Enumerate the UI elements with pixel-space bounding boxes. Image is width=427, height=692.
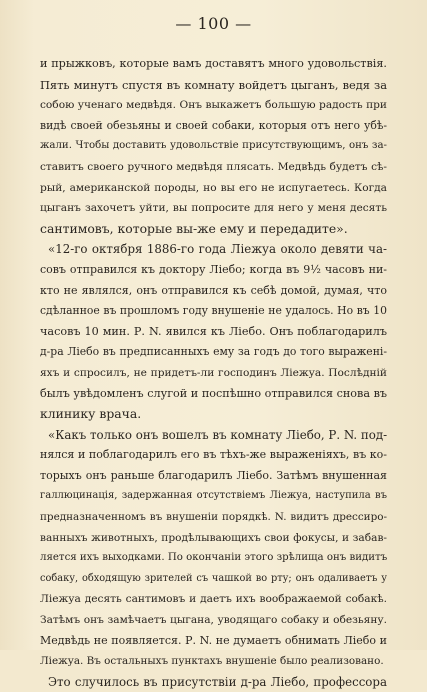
text-line: предназначенномъ въ внушеніи порядкѣ. N. видитъ дрессиро-: [40, 511, 387, 524]
text-line: и прыжковъ, которые вамъ доставятъ много удовольствія.: [40, 57, 387, 70]
text-line: сдѣланное въ прошломъ году внушеніе не удалось. Но въ 10: [40, 304, 387, 318]
text-line: ванныхъ животныхъ, продѣлывающихъ свои фокусы, и забав-: [40, 531, 387, 544]
text-line: сантимовъ, которые вы-же ему и передадите».: [40, 220, 348, 236]
text-line: Пять минутъ спустя въ комнату войдетъ цыганъ, ведя за: [40, 77, 387, 92]
text-line: торыхъ онъ раньше благодарилъ Ліебо. Затѣмъ внушенная: [40, 468, 387, 482]
text-line: клинику врача.: [40, 406, 142, 422]
body-text: [40, 54, 387, 692]
text-line: рый, американской породы, но вы его не испугаетесь. Когда: [40, 181, 387, 194]
text-line: видѣ своей обезьяны и своей собаки, которыя отъ него убѣ-: [40, 118, 387, 132]
text-line: совъ отправился къ доктору Ліебо; когда въ 9½ часовъ ни-: [40, 262, 387, 276]
text-line: цыганъ захочетъ уйти, вы попросите для него у меня десять: [40, 202, 387, 215]
text-line: «12-го октября 1886-го года Ліежуа около девяти ча-: [48, 242, 387, 257]
text-line: галлюцинація, задержанная отсутствіемъ Ліежуа, наступила въ: [40, 490, 387, 502]
text-line: яхъ и спросилъ, не придетъ-ли господинъ Ліежуа. Послѣдній: [40, 366, 387, 379]
text-line: ляется ихъ выходками. По окончаніи этого зрѣлища онъ видитъ: [40, 552, 388, 564]
text-line: ставитъ своего ручного медвѣдя плясать. Медвѣдь будетъ сѣ-: [40, 160, 387, 173]
text-line: былъ увѣдомленъ слугой и поспѣшно отправился снова въ: [40, 386, 387, 400]
text-line: кто не являлся, онъ отправился къ себѣ домой, думая, что: [40, 283, 387, 297]
text-line: собою ученаго медвѣдя. Онъ выкажетъ большую радость при: [40, 99, 387, 112]
text-line: Затѣмъ онъ замѣчаетъ цыгана, уводящаго собаку и обезьяну.: [40, 614, 387, 627]
text-line: Ліежуа. Въ остальныхъ пунктахъ внушеніе было реализовано.: [40, 655, 384, 668]
text-line: «Какъ только онъ вошелъ въ комнату Ліебо, Р. N. под-: [48, 427, 388, 442]
page-number: — 100 —: [175, 14, 252, 33]
text-line: нялся и поблагодарилъ его въ тѣхъ-же выраженіяхъ, въ ко-: [40, 448, 387, 462]
text-line: часовъ 10 мин. Р. N. явился къ Ліебо. Онъ поблагодарилъ: [40, 324, 387, 338]
text-line: Ліежуа десять сантимовъ и даетъ ихъ воображаемой собакѣ.: [40, 593, 387, 606]
text-line: жали. Чтобы доставить удовольствіе присутствующимъ, онъ за-: [40, 140, 387, 152]
text-line: Медвѣдь не появляется. Р. N. не думаетъ обнимать Ліебо и: [40, 633, 387, 647]
text-line: собаку, обходящую зрителей съ чашкой во рту; онъ одаливаетъ у: [40, 572, 387, 584]
text-line: Это случилось въ присутствіи д-ра Ліебо, профессора: [48, 674, 387, 689]
text-line: д-ра Ліебо въ предписанныхъ ему за годъ до того выраженi-: [40, 345, 387, 359]
